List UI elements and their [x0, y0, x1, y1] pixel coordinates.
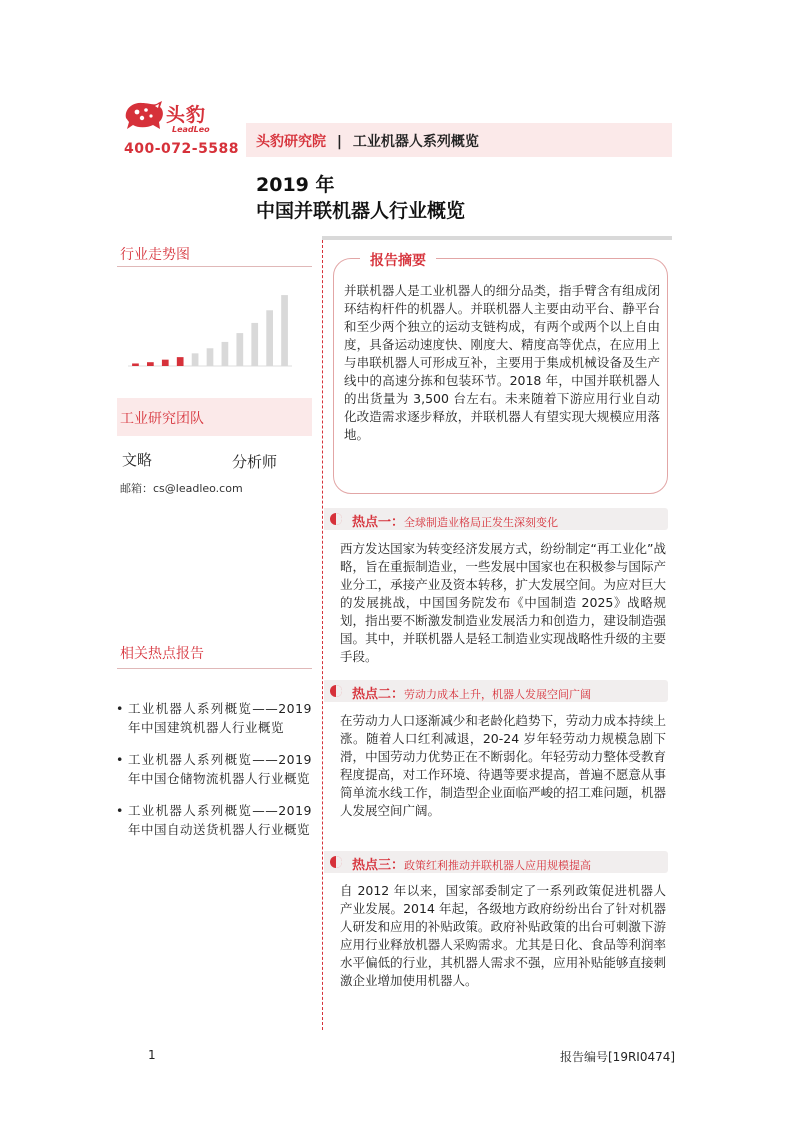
chart-bar [266, 310, 273, 366]
hotspot-1-marker-icon [330, 513, 342, 525]
analyst-role: 分析师 [232, 453, 278, 471]
logo-english-text: LeadLeo [172, 125, 210, 134]
title-year: 2019 年 [256, 174, 335, 196]
header-separator: | [336, 134, 342, 150]
header-text [256, 131, 479, 151]
title-divider [322, 236, 672, 240]
hotspot-2-title [352, 683, 591, 702]
hotspot-1-label: 热点一： [352, 515, 405, 530]
trend-chart-thumbnail [120, 278, 300, 378]
chart-bar [281, 295, 288, 366]
hotspot-1-title [352, 511, 558, 530]
related-report-item[interactable]: • 工业机器人系列概览——2019 年中国自动送货机器人行业概览 [116, 802, 312, 839]
analyst-email: 邮箱：cs@leadleo.com [120, 482, 243, 495]
leopard-logo-icon [122, 98, 166, 132]
institute-name: 头豹研究院 [256, 134, 326, 150]
related-report-item[interactable]: • 工业机器人系列概览——2019 年中国建筑机器人行业概览 [116, 700, 312, 737]
phone-number: 400-072-5588 [124, 141, 240, 157]
summary-text: 并联机器人是工业机器人的细分品类，指手臂含有组成闭环结构杆件的机器人。并联机器人主要由动平台、静平台和至少两个独立的运动支链构成，有两个或两个以上自由度，具备运动速度快、刚度大、精度高等优点，在应用上与串联机器人可形成互补，主要用于集成机械设备及生产线中的高速分拣和包装环节。2018 年，中国并联机器人的出货量为 3,500 台左右。未来随着下游应用行业自动化改造需求逐步释放，并联机器人有望实现大规模应用落地。 [344, 283, 660, 442]
chart-bar [177, 357, 184, 366]
chart-bar [222, 342, 229, 366]
summary-tag: 报告摘要 [360, 250, 436, 270]
chart-bar [162, 360, 169, 366]
hotspot-2-subtitle: 劳动力成本上升，机器人发展空间广阔 [404, 688, 592, 701]
related-report-item[interactable]: • 工业机器人系列概览——2019 年中国仓储物流机器人行业概览 [116, 751, 312, 788]
related-heading: 相关热点报告 [120, 646, 204, 662]
report-id: 报告编号[19RI0474] [560, 1050, 676, 1064]
chart-bar [132, 363, 139, 366]
series-name: 工业机器人系列概览 [352, 134, 479, 150]
trend-chart [120, 278, 300, 378]
hotspot-2-marker-icon [330, 685, 342, 697]
related-reports-list [116, 700, 312, 853]
page-title: 中国并联机器人行业概览 [256, 200, 466, 222]
analyst-name: 文略 [122, 451, 153, 469]
hotspot-3-subtitle: 政策红利推动并联机器人应用规模提高 [404, 859, 592, 872]
hotspot-3-title [352, 854, 591, 873]
page-number: 1 [148, 1048, 156, 1062]
hotspot-2-text: 在劳动力人口逐渐减少和老龄化趋势下，劳动力成本持续上涨。随着人口红利减退，20-24 岁年轻劳动力规模急剧下滑，中国劳动力优势正在不断弱化。年轻劳动力整体受教育程度提高，对工作环境、待遇等要求提高，普遍不愿意从事简单流水线工作，制造型企业面临严峻的招工难问题，机器人发展空间广阔。 [340, 713, 666, 818]
trend-heading-rule [117, 266, 312, 267]
chart-bar [192, 353, 199, 366]
chart-bar [207, 348, 214, 366]
hotspot-2-label: 热点二： [352, 687, 405, 702]
hotspot-3-marker-icon [330, 856, 342, 868]
hotspot-3-text: 自 2012 年以来，国家部委制定了一系列政策促进机器人产业发展。2014 年起，各级地方政府纷纷出台了针对机器人研发和应用的补贴政策。政府补贴政策的出台可刺激下游应用行业释放机器人采购需求。尤其是日化、食品等利润率水平偏低的行业，其机器人需求不强，应用补贴能够直接刺激企业增加使用机器人。 [340, 883, 666, 988]
logo-chinese-text: 头豹 [166, 104, 207, 126]
hotspot-1-subtitle: 全球制造业格局正发生深刻变化 [404, 516, 559, 529]
column-divider [322, 240, 323, 1030]
chart-bar [251, 323, 258, 366]
team-heading: 工业研究团队 [120, 411, 204, 427]
chart-bar [147, 362, 154, 366]
hotspot-1-text: 西方发达国家为转变经济发展方式，纷纷制定“再工业化”战略，旨在重振制造业，一些发展中国家也在积极参与国际产业分工，承接产业及资本转移，扩大发展空间。为应对巨大的发展挑战，中国国务院发布《中国制造 2025》战略规划，指出要不断激发制造业发展活力和创造力，建设制造强国。其中，并联机器人是轻工制造业实现战略性升级的主要手段。 [340, 541, 666, 664]
trend-heading: 行业走势图 [120, 247, 190, 263]
related-heading-rule [117, 668, 312, 669]
chart-bar [236, 333, 243, 366]
hotspot-3-label: 热点三： [352, 858, 405, 873]
